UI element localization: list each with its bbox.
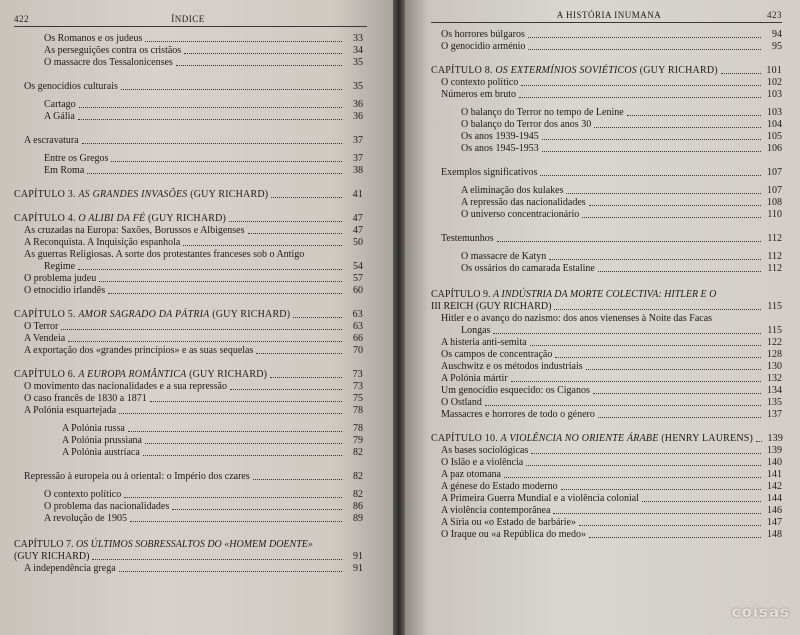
toc-entry-title: Massacres e horrores de todo o género bbox=[441, 409, 595, 420]
toc-entry[interactable] bbox=[14, 33, 363, 45]
toc-leader-dots bbox=[78, 118, 342, 120]
toc-entry[interactable] bbox=[14, 345, 363, 357]
toc-page-number: 128 bbox=[767, 349, 782, 360]
toc-leader-dots bbox=[497, 240, 761, 242]
toc-leader-dots bbox=[598, 416, 761, 418]
toc-page-number: 95 bbox=[772, 41, 782, 52]
toc-entry-title: A Polónia esquartejada bbox=[24, 405, 117, 416]
toc-entry-title: Auschwitz e os métodos industriais bbox=[441, 361, 583, 372]
toc-page-number: 135 bbox=[767, 397, 782, 408]
toc-entry[interactable] bbox=[14, 321, 363, 333]
toc-leader-dots bbox=[172, 508, 342, 510]
toc-page-number: 57 bbox=[353, 273, 363, 284]
toc-leader-dots bbox=[542, 138, 761, 140]
toc-page-number: 141 bbox=[767, 469, 782, 480]
toc-entry[interactable] bbox=[14, 249, 363, 261]
toc-entry[interactable] bbox=[431, 29, 782, 41]
toc-leader-dots bbox=[521, 84, 761, 86]
toc-leader-dots bbox=[183, 244, 342, 246]
toc-page-number: 82 bbox=[353, 447, 363, 458]
toc-leader-dots bbox=[87, 172, 342, 174]
toc-leader-dots bbox=[143, 454, 342, 456]
toc-entry[interactable] bbox=[431, 233, 782, 245]
toc-page-number: 63 bbox=[353, 321, 363, 332]
toc-entry[interactable] bbox=[14, 471, 363, 483]
toc-leader-dots bbox=[589, 204, 761, 206]
toc-page-number: 130 bbox=[767, 361, 782, 372]
toc-page-number: 103 bbox=[767, 89, 782, 100]
toc-entry-title: A eliminação dos kulakes bbox=[461, 185, 564, 196]
toc-leader-dots bbox=[82, 142, 342, 144]
toc-entry[interactable] bbox=[14, 393, 363, 405]
toc-entry[interactable] bbox=[431, 481, 782, 493]
toc-page-number: 70 bbox=[353, 345, 363, 356]
toc-page-number: 33 bbox=[353, 33, 363, 44]
toc-entry[interactable] bbox=[14, 45, 363, 57]
toc-chapter-5[interactable]: CAPÍTULO 5. AMOR SAGRADO DA PÁTRIA (GUY RICHARD) 63 bbox=[14, 309, 363, 320]
book-gutter bbox=[393, 0, 405, 635]
toc-page-number: 36 bbox=[353, 99, 363, 110]
toc-page-number: 78 bbox=[353, 423, 363, 434]
toc-entry[interactable] bbox=[431, 143, 782, 155]
toc-entry[interactable] bbox=[14, 435, 363, 447]
toc-leader-dots bbox=[493, 332, 761, 334]
toc-entry-title: Os anos 1939-1945 bbox=[461, 131, 539, 142]
toc-page-number: 73 bbox=[353, 381, 363, 392]
toc-page-number: 34 bbox=[353, 45, 363, 56]
toc-entry[interactable] bbox=[431, 263, 782, 275]
toc-entry[interactable] bbox=[431, 445, 782, 457]
toc-leader-dots bbox=[145, 40, 342, 42]
toc-entry-title: A génese do Estado moderno bbox=[441, 481, 558, 492]
toc-entry[interactable] bbox=[431, 373, 782, 385]
toc-leader-dots bbox=[511, 380, 761, 382]
toc-leader-dots bbox=[642, 500, 761, 502]
toc-entry[interactable] bbox=[14, 261, 363, 273]
toc-entry[interactable] bbox=[14, 447, 363, 459]
toc-page-number: 146 bbox=[767, 505, 782, 516]
left-page-header bbox=[14, 14, 367, 27]
toc-page-number: 105 bbox=[767, 131, 782, 142]
toc-entry[interactable] bbox=[14, 237, 363, 249]
toc-entry-title: O problema judeu bbox=[24, 273, 97, 284]
toc-entry-title: Cartago bbox=[44, 99, 76, 110]
toc-entry[interactable] bbox=[14, 57, 363, 69]
toc-entry-title: O Ostland bbox=[441, 397, 482, 408]
toc-entry-title: As perseguições contra os cristãos bbox=[44, 45, 182, 56]
toc-page-number: 103 bbox=[767, 107, 782, 118]
toc-entry-title: Um genocídio esquecido: os Ciganos bbox=[441, 385, 590, 396]
toc-chapter-8[interactable]: CAPÍTULO 8. OS EXTERMÍNIOS SOVIÉTICOS (GUY RICHARD) 101 bbox=[431, 65, 782, 76]
toc-entry[interactable] bbox=[14, 111, 363, 123]
toc-entry-title: A Polónia prussiana bbox=[62, 435, 142, 446]
toc-entry[interactable] bbox=[431, 457, 782, 469]
toc-page-number: 134 bbox=[767, 385, 782, 396]
toc-page-number: 89 bbox=[353, 513, 363, 524]
toc-leader-dots bbox=[124, 496, 342, 498]
toc-entry-title: A Polónia austríaca bbox=[62, 447, 140, 458]
toc-leader-dots bbox=[121, 88, 342, 90]
toc-entry-title: Exemplos significativos bbox=[441, 167, 538, 178]
toc-entry[interactable] bbox=[431, 529, 782, 541]
toc-entry-title: A histeria anti-semita bbox=[441, 337, 527, 348]
toc-leader-dots bbox=[119, 570, 342, 572]
toc-entry[interactable] bbox=[14, 489, 363, 501]
toc-chapter-6[interactable]: CAPÍTULO 6. A EUROPA ROMÂNTICA (GUY RICHARD) 73 bbox=[14, 369, 363, 380]
toc-leader-dots bbox=[130, 520, 342, 522]
toc-leader-dots bbox=[128, 430, 342, 432]
toc-entry-title: A Gália bbox=[44, 111, 75, 122]
toc-entry[interactable] bbox=[431, 313, 782, 325]
toc-page-number: 82 bbox=[353, 471, 363, 482]
toc-entry[interactable] bbox=[14, 501, 363, 513]
toc-entry[interactable] bbox=[431, 41, 782, 53]
toc-entry[interactable] bbox=[431, 89, 782, 101]
toc-entry-title: A escravatura bbox=[24, 135, 79, 146]
toc-entry-title: Longas bbox=[461, 325, 491, 336]
toc-entry[interactable] bbox=[431, 131, 782, 143]
toc-entry-title: Os Romanos e os judeus bbox=[44, 33, 143, 44]
toc-leader-dots bbox=[248, 232, 342, 234]
toc-entry-title: A Síria ou «o Estado de barbárie» bbox=[441, 517, 576, 528]
toc-entry-title: As bases sociológicas bbox=[441, 445, 529, 456]
toc-entry-title: O etnocídio irlandês bbox=[24, 285, 106, 296]
toc-leader-dots bbox=[531, 452, 761, 454]
toc-entry-title: O universo concentracionário bbox=[461, 209, 580, 220]
toc-page-number: 35 bbox=[353, 81, 363, 92]
toc-entry-title: A revolução de 1905 bbox=[44, 513, 128, 524]
toc-leader-dots bbox=[579, 524, 761, 526]
toc-entry-title: A Polónia mártir bbox=[441, 373, 508, 384]
toc-entry[interactable] bbox=[14, 273, 363, 285]
toc-entry[interactable] bbox=[14, 225, 363, 237]
toc-leader-dots bbox=[526, 464, 761, 466]
toc-leader-dots bbox=[253, 478, 342, 480]
toc-entry[interactable] bbox=[431, 469, 782, 481]
toc-entry-title: Os anos 1945-1953 bbox=[461, 143, 539, 154]
toc-entry-title: Os genocídios culturais bbox=[24, 81, 118, 92]
toc-entry[interactable] bbox=[431, 107, 782, 119]
toc-section-chapter4 bbox=[14, 225, 363, 297]
toc-entry[interactable] bbox=[431, 337, 782, 349]
toc-leader-dots bbox=[594, 126, 761, 128]
toc-leader-dots bbox=[540, 174, 761, 176]
toc-entry-title: A independência grega bbox=[24, 563, 116, 574]
toc-page-number: 102 bbox=[767, 77, 782, 88]
toc-leader-dots bbox=[111, 160, 342, 162]
toc-page-number: 35 bbox=[353, 57, 363, 68]
toc-leader-dots bbox=[566, 192, 761, 194]
toc-page-number: 110 bbox=[767, 209, 782, 220]
toc-page-number: 50 bbox=[353, 237, 363, 248]
toc-entry[interactable] bbox=[431, 251, 782, 263]
toc-entry-title: A Vendeia bbox=[24, 333, 66, 344]
toc-page-number: 37 bbox=[353, 135, 363, 146]
right-page bbox=[405, 0, 800, 635]
toc-entry-title: A Polónia russa bbox=[62, 423, 125, 434]
toc-entry-title: Repressão à europeia ou à oriental: o Império dos czares bbox=[24, 471, 250, 482]
toc-section-chapter6 bbox=[14, 381, 363, 525]
toc-leader-dots bbox=[504, 476, 761, 478]
toc-page-number: 140 bbox=[767, 457, 782, 468]
toc-entry[interactable] bbox=[431, 167, 782, 179]
toc-entry-title: A violência contemporânea bbox=[441, 505, 551, 516]
toc-entry-title: Os campos de concentração bbox=[441, 349, 553, 360]
toc-page-number: 122 bbox=[767, 337, 782, 348]
toc-entry[interactable] bbox=[431, 493, 782, 505]
toc-page-number: 47 bbox=[353, 225, 363, 236]
toc-page-number: 107 bbox=[767, 167, 782, 178]
toc-page-number: 144 bbox=[767, 493, 782, 504]
toc-page-number: 82 bbox=[353, 489, 363, 500]
left-page-number: 422 bbox=[14, 14, 29, 24]
toc-leader-dots bbox=[184, 52, 342, 54]
toc-page-number: 104 bbox=[767, 119, 782, 130]
toc-page-number: 115 bbox=[767, 325, 782, 336]
toc-page-number: 66 bbox=[353, 333, 363, 344]
right-page-header bbox=[431, 10, 782, 23]
toc-chapter-3[interactable]: CAPÍTULO 3. AS GRANDES INVASÕES (GUY RICHARD) 41 bbox=[14, 189, 363, 200]
toc-leader-dots bbox=[530, 344, 761, 346]
toc-entry[interactable] bbox=[14, 135, 363, 147]
toc-page-number: 148 bbox=[767, 529, 782, 540]
toc-page-number: 36 bbox=[353, 111, 363, 122]
toc-leader-dots bbox=[230, 388, 342, 390]
toc-leader-dots bbox=[99, 280, 342, 282]
toc-page-number: 94 bbox=[772, 29, 782, 40]
toc-entry-title: A paz otomana bbox=[441, 469, 501, 480]
toc-entry[interactable] bbox=[431, 361, 782, 373]
toc-page-number: 137 bbox=[767, 409, 782, 420]
toc-entry[interactable] bbox=[14, 165, 363, 177]
toc-leader-dots bbox=[589, 536, 761, 538]
toc-entry-title: O contexto político bbox=[44, 489, 122, 500]
toc-entry-title: O Islão e a violência bbox=[441, 457, 524, 468]
toc-section-chapter10 bbox=[431, 445, 782, 541]
toc-entry[interactable] bbox=[14, 513, 363, 525]
toc-leader-dots bbox=[78, 268, 342, 270]
toc-entry-title: A Primeira Guerra Mundial e a violência colonial bbox=[441, 493, 639, 504]
toc-entry-title: A repressão das nacionalidades bbox=[461, 197, 586, 208]
toc-entry-title: O problema das nacionalidades bbox=[44, 501, 170, 512]
toc-entry[interactable] bbox=[431, 119, 782, 131]
toc-page-number: 78 bbox=[353, 405, 363, 416]
toc-chapter-9[interactable]: CAPÍTULO 9. A INDÚSTRIA DA MORTE COLECTIVA: HITLER E O III REICH (GUY RICHARD) 115 bbox=[431, 289, 782, 312]
toc-page-number: 139 bbox=[767, 445, 782, 456]
toc-entry[interactable] bbox=[431, 517, 782, 529]
toc-leader-dots bbox=[145, 442, 342, 444]
toc-leader-dots bbox=[586, 368, 761, 370]
toc-entry-title: O balanço do Terror no tempo de Lenine bbox=[461, 107, 624, 118]
toc-page-number: 112 bbox=[767, 263, 782, 274]
toc-page-number: 107 bbox=[767, 185, 782, 196]
toc-entry[interactable] bbox=[431, 349, 782, 361]
toc-entry[interactable] bbox=[14, 405, 363, 417]
toc-chapter-10[interactable]: CAPÍTULO 10. A VIOLÊNCIA NO ORIENTE ÁRABE (HENRY LAURENS) 139 bbox=[431, 433, 784, 444]
toc-section-chapter8 bbox=[431, 77, 782, 275]
left-running-title: ÍNDICE bbox=[171, 14, 205, 24]
toc-chapter-4[interactable]: CAPÍTULO 4. O ALIBI DA FÉ (GUY RICHARD) 47 bbox=[14, 213, 363, 224]
toc-leader-dots bbox=[256, 352, 342, 354]
toc-leader-dots bbox=[150, 400, 342, 402]
toc-leader-dots bbox=[549, 258, 761, 260]
toc-chapter-7[interactable]: CAPÍTULO 7. OS ÚLTIMOS SOBRESSALTOS DO «HOMEM DOENTE» (GUY RICHARD) 91 bbox=[14, 539, 363, 562]
toc-entry[interactable] bbox=[431, 409, 782, 421]
toc-leader-dots bbox=[61, 328, 342, 330]
toc-entry[interactable] bbox=[14, 381, 363, 393]
toc-page-number: 38 bbox=[353, 165, 363, 176]
toc-leader-dots bbox=[68, 340, 342, 342]
toc-page-number: 79 bbox=[353, 435, 363, 446]
toc-entry-title: Os horrores búlgaros bbox=[441, 29, 525, 40]
toc-leader-dots bbox=[528, 36, 761, 38]
toc-entry[interactable] bbox=[14, 333, 363, 345]
toc-entry-title: O contexto político bbox=[441, 77, 519, 88]
toc-leader-dots bbox=[176, 64, 342, 66]
toc-entry[interactable] bbox=[431, 185, 782, 197]
right-running-title: A HISTÓRIA INUMANA bbox=[556, 10, 662, 20]
toc-leader-dots bbox=[582, 216, 761, 218]
toc-entry-title: Entre os Gregos bbox=[44, 153, 109, 164]
toc-entry[interactable] bbox=[14, 423, 363, 435]
toc-entry-title: As guerras Religiosas. A sorte dos protestantes franceses sob o Antigo bbox=[24, 249, 305, 260]
toc-entry-title: Em Roma bbox=[44, 165, 85, 176]
toc-page-number: 142 bbox=[767, 481, 782, 492]
toc-section-chapter7-tail bbox=[431, 29, 782, 53]
toc-entry[interactable] bbox=[431, 325, 782, 337]
toc-leader-dots bbox=[542, 150, 761, 152]
toc-entry-title: As cruzadas na Europa: Saxões, Borussos e Albigenses bbox=[24, 225, 245, 236]
toc-entry-title: O movimento das nacionalidades e a sua repressão bbox=[24, 381, 227, 392]
toc-page-number: 112 bbox=[767, 251, 782, 262]
toc-entry-title: O massacre de Katyn bbox=[461, 251, 547, 262]
toc-entry[interactable] bbox=[14, 153, 363, 165]
toc-entry[interactable] bbox=[14, 285, 363, 297]
toc-entry-title: Números em bruto bbox=[441, 89, 516, 100]
toc-leader-dots bbox=[485, 404, 761, 406]
toc-entry-title: O massacre dos Tessalonicenses bbox=[44, 57, 173, 68]
watermark-logo: coisas bbox=[731, 603, 790, 621]
toc-entry-title: A Reconquista. A Inquisição espanhola bbox=[24, 237, 181, 248]
toc-entry-title: O Terror bbox=[24, 321, 59, 332]
toc-page-number: 108 bbox=[767, 197, 782, 208]
toc-leader-dots bbox=[519, 96, 761, 98]
toc-page-number: 86 bbox=[353, 501, 363, 512]
toc-leader-dots bbox=[119, 412, 342, 414]
right-page-number: 423 bbox=[766, 10, 782, 20]
toc-entry[interactable] bbox=[431, 397, 782, 409]
toc-entry-title: Testemunhos bbox=[441, 233, 494, 244]
toc-entry[interactable] bbox=[14, 563, 363, 575]
toc-page-number: 54 bbox=[353, 261, 363, 272]
toc-section-chapter9 bbox=[431, 313, 782, 421]
left-page bbox=[0, 0, 393, 635]
toc-entry[interactable] bbox=[431, 209, 782, 221]
toc-entry[interactable] bbox=[431, 385, 782, 397]
toc-entry-title: O caso francês de 1830 a 1871 bbox=[24, 393, 147, 404]
toc-entry-title: O Iraque ou «a República do medo» bbox=[441, 529, 586, 540]
toc-section-chapter2-tail bbox=[14, 33, 363, 177]
toc-entry-title: O balanço do Terror dos anos 30 bbox=[461, 119, 592, 130]
toc-entry-title: A exportação dos «grandes princípios» e as suas sequelas bbox=[24, 345, 254, 356]
toc-entry-title: Os ossários do camarada Estaline bbox=[461, 263, 595, 274]
toc-leader-dots bbox=[593, 392, 761, 394]
toc-page-number: 37 bbox=[353, 153, 363, 164]
toc-page-number: 60 bbox=[353, 285, 363, 296]
toc-entry-title: Hitler e o avanço do nazismo: dos anos vienenses à Noite das Facas bbox=[441, 313, 713, 324]
toc-leader-dots bbox=[528, 48, 761, 50]
toc-entry-title: O genocídio arménio bbox=[441, 41, 526, 52]
toc-section-chapter5 bbox=[14, 321, 363, 357]
toc-leader-dots bbox=[598, 270, 761, 272]
toc-entry-title: Regime bbox=[44, 261, 76, 272]
toc-page-number: 112 bbox=[767, 233, 782, 244]
toc-page-number: 75 bbox=[353, 393, 363, 404]
toc-leader-dots bbox=[553, 512, 761, 514]
toc-page-number: 147 bbox=[767, 517, 782, 528]
toc-entry[interactable] bbox=[431, 505, 782, 517]
toc-page-number: 132 bbox=[767, 373, 782, 384]
toc-entry[interactable] bbox=[431, 77, 782, 89]
toc-page-number: 91 bbox=[353, 563, 363, 574]
toc-entry[interactable] bbox=[14, 99, 363, 111]
toc-entry[interactable] bbox=[431, 197, 782, 209]
toc-leader-dots bbox=[79, 106, 342, 108]
toc-entry[interactable] bbox=[14, 81, 363, 93]
toc-leader-dots bbox=[561, 488, 761, 490]
toc-leader-dots bbox=[627, 114, 761, 116]
toc-section-chapter7 bbox=[14, 563, 363, 575]
toc-page-number: 106 bbox=[767, 143, 782, 154]
toc-leader-dots bbox=[108, 292, 342, 294]
toc-leader-dots bbox=[555, 356, 761, 358]
